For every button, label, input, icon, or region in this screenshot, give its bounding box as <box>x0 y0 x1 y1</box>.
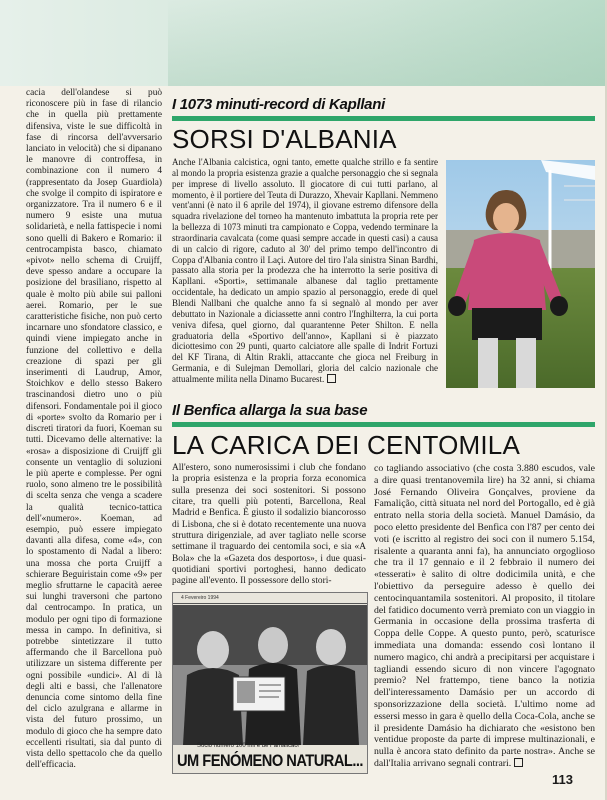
article1-body <box>172 157 438 397</box>
article2-kicker: Il Benfica allarga la sua base <box>172 402 368 419</box>
clipping-top-rule <box>173 603 367 604</box>
article1-rule <box>172 116 595 121</box>
article2-right-text: co tagliando associativo (che costa 3.880 escudos, vale a dire quasi trentanovemila lire) ha 32 anni, si chiama José Fernando Oliveira Gonçalves, proviene da Famalição, città situata nel nord del Portogallo, ed è già entrato nella storia della società. Manuel Damásio, da poco eletto presidente del Benfica con l'87 per cento dei voti (e iscritto al registro dei soci con il numero 5.154, risalente a quaranta anni fa), ha annunciato orgoglioso che tra il 17 gennaio e il 2 febbraio il numero dei «tesserati» è salito di oltre dodicimila unità, e che l'obiettivo da perseguire adesso è quello dei centocinquantamila sostenitori. Al proposito, il titolare del fatidico documento verrà premiato con un viaggio in Germania in occasione della prossima trasferta di Coppa delle Coppe. A questo punto, però, scaturisce immediata una domanda: essendo così lontano il numero magico, chi andrà a precipitarsi per acquistare i tagliandi essendo sicuro di non vincere l'agognato premio? Nel frattempo, tiene banco la notizia dell'interessamento Damásio per un accordo di sponsorizzazione della società. L'ultimo nome ad essersi messo in gara è quello della Coca-Cola, anche se il presidente Damásio ha dichiarato che «esistono ben ventidue proposte da parte di imprese multinazionali, e nulla è ancora stato definito da parte nostra». Anche se dall'Italia arrivano segnali contrari. <box>374 463 595 769</box>
clipping-date: 4 Fevereiro 1994 <box>181 595 219 601</box>
end-of-article-mark <box>514 758 523 767</box>
article2-headline: LA CARICA DEI CENTOMILA <box>172 430 520 460</box>
left-column-text: cacia dell'olandese si può riconoscere più in fase di rilancio che in quella più prettamente difensiva, viste le sue difficoltà in fase di rincorsa dell'avversario lanciato in velocità) che si dipanano le manovre di controffesa, in combinazione con il numero 4 (rappresentato da Josep Guardiola) che svolge il compito di ispiratore e organizzatore. Tra il numero 6 e il numero 9 esiste una mutua solidarietà, e nella fattispecie i nomi sono quelli di Bakero e Romario: il centrocampista basco, chiamato «pivot» nello schema di Cruijff, deve spesso andare a occupare la posizione del brasiliano, rispetto al quale è molto più abile sui palloni aerei. Romario, per le sue caratteristiche fisiche, non può certo incarnare uno sfondatore classico, e quindi viene impiegato anche in funzione del collettivo e della creazione di spazi per gli inserimenti di Laudrup, Amor, Stoichkov e dello stesso Bakero trascinandosi dietro uno o più difensori. Fondamentale poi il gioco di «porte» svolto da Romario per i discreti tiratori da fuori, Koeman su tutti. Dicevamo delle alternative: la «rosa» a disposizione di Cruijff gli consente un ventaglio di soluzioni le più aperte e complesse. Per ogni ruolo, sono almeno tre le possibilità di scelta senza che venga a scadere la qualità tecnico-tattica dell'«numero». Koeman, ad esempio, può essere impiegato davanti alla difesa, come «4», con lo spostamento di Nadal a libero: una mossa che porta Cruijff a schierare Beguiristain come «9» per meglio sfruttarne le capacità aeree sui lunghi traversoni che partono dal centrocampo. In pratica, un modulo per ogni tipo di formazione messa in campo. In definitiva, si potrebbe sintetizzare il tutto affermando che il Barcellona può utilizzare un sistema differente per ogni possibile «undici». Al di là degli alti e bassi, che l'allenatore denuncia come sintomo della fine del ciclo azulgrana e allarme in vista del futuro prossimo, un modulo di gioco che ha sempre dato eccellenti risultati, sia dal punto di vista dello spettacolo che da quello dell'efficacia. <box>26 88 162 771</box>
end-of-article-mark <box>327 374 336 383</box>
article2-right-column <box>374 463 595 775</box>
article2-left-text: All'estero, sono numerosissimi i club che fondano la propria esistenza e la propria forza economica sulla presenza dei soci sostenitori. Si possono citare, tra quelli più potenti, Barcellona, Real Madrid e Benfica. È giusto il sodalizio biancorosso di Lisbona, che si è dotato recentemente una nuova struttura dirigenziale, ad aver tagliato nelle scorse settimane il traguardo dei centomila soci, e sia «A Bola» che la «Gazeta dos desportos», i due quasi-quotidiani sportivi portoghesi, hanno dedicato pagine all'evento. Il possessore dello stori- <box>172 463 366 587</box>
article1-text: Anche l'Albania calcistica, ogni tanto, emette qualche strillo e fa sentire al mondo la propria esistenza grazie a qualche personaggio che si segnala per imprese di livello assoluto. Il giocatore di cui tutti parlano, al momento, è il portiere del Teuta di Durazzo, Xhevair Kapllani. Nemmeno vent'anni (è nato il 6 aprile del 1974), il giovane estremo difensore della squadra rivelazione del torneo ha mantenuto imbattuta la propria rete per la bellezza di 1073 minuti tra campionato e Coppa, vedendo terminare la straordinaria cavalcata (come quasi sempre accade in questi casi) a causa di un calcio di rigore, caduto al 30' del primo tempo dell'incontro di Coppa d'Albania contro il Laçi. Autore del tiro l'ala sinistra Sinan Bardhi, passato alla storia per la prodezza che ha interrotto la serie positiva di Kapllani. «Sporti», settimanale albanese dal taglio prettamente occidentale, ha dedicato un ampio spazio al personaggio, erede di quel Blendi Nallbani che qualche anno fa si segnalò al mondo per aver debuttato in Nazionale a diciassette anni contro l'Inghilterra, la cui porta veniva difesa, quel giorno, dal quarantenne Peter Shilton. E nella graduatoria della «Sportivo dell'anno», Kapllani si è piazzato diciottesimo con 29 punti, quarto calciatore alle spalle di Indrit Fortuzi del KF Tirana, di Altin Rrakli, attaccante che gioca nel Freiburg in Germania, e di Sulejman Demollari, gloria del calcio nazionale che attualmente milita nella Dinamo Bucarest. <box>172 157 438 384</box>
goalkeeper-illustration <box>446 160 595 388</box>
top-banner-shade <box>168 0 607 86</box>
clipping-headline: UM FENÓMENO NATURAL... <box>177 751 363 770</box>
article1-kicker: I 1073 minuti-record di Kapllani <box>172 96 385 113</box>
left-column <box>26 88 162 774</box>
page-number: 113 <box>552 772 573 787</box>
clipping-photo <box>173 605 367 745</box>
article1-headline: SORSI D'ALBANIA <box>172 124 397 154</box>
newspaper-clipping <box>172 592 368 774</box>
clipping-caption: Sócio número 100 mil é de Famalicão! <box>197 743 300 749</box>
goalkeeper-photo <box>446 160 595 388</box>
article2-rule <box>172 422 595 427</box>
article2-left-column <box>172 463 366 587</box>
